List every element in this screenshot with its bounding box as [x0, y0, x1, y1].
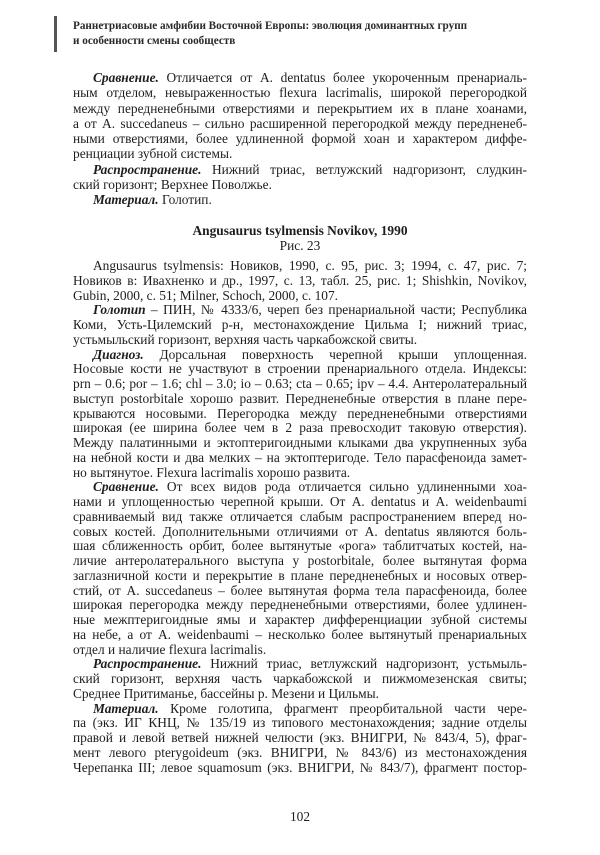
figure-reference: Рис. 23 [279, 238, 321, 253]
paragraph [73, 162, 527, 193]
paragraph [73, 259, 527, 303]
text-line [73, 303, 527, 318]
text-line [73, 657, 527, 672]
line-text: нами и уплощенностью черепной крыши. От A. dentatus и A. weidenbaumi [73, 494, 527, 509]
section-label: Сравнение. [93, 70, 159, 85]
running-header [73, 19, 467, 49]
text-block-species-description [73, 259, 527, 775]
paragraph [73, 192, 527, 207]
line-text: Между палатинными и эктоптеригоидными клыками два укрупненных зуба [73, 435, 527, 450]
line-text: правой и левой ветвей нижней челюсти (экз. ВНИГРИ, № 843/4, 5), фраг- [73, 730, 527, 745]
section-label: Диагноз. [93, 346, 144, 362]
line-text: Новиков в: Ивахненко и др., 1997, с. 13, табл. 25, рис. 1; Shishkin, Novikov, [73, 272, 527, 288]
line-text: ренциации зубной системы. [73, 146, 233, 162]
line-text: мент левого pterygoideum (экз. ВНИГРИ, № 843/6) из местонахождения [73, 744, 527, 760]
line-text: отдел и наличие flexura lacrimalis. [73, 641, 267, 657]
species-title: Angusaurus tsylmensis Novikov, 1990 [192, 223, 408, 238]
text-line [73, 716, 527, 731]
line-text: крываются носовыми. Перегородка между передненебными отверстиями [73, 405, 527, 421]
text-block-previous-species [73, 70, 527, 207]
line-text: ский горизонт, верхняя часть чаркабожской и пижмомезенская свиты; [73, 671, 527, 686]
text-line [73, 274, 527, 289]
line-text: Носовые кости не участвуют в строении пренариального отдела. Индексы: [73, 361, 527, 377]
line-text: шая сближенность орбит, более вытянутые «рога» таблитчатых костей, на- [73, 538, 527, 554]
text-line [73, 101, 527, 116]
line-text: – ПИН, № 4333/6, череп без пренариальной части; Республика [145, 302, 527, 318]
running-header-line: Раннетриасовые амфибии Восточной Европы: эволюция доминантных групп [73, 20, 468, 32]
line-text: сравниваемый вид также отличается слабым распространением вперед но- [73, 508, 527, 524]
text-line [73, 643, 527, 658]
text-line [73, 146, 527, 161]
text-line [73, 466, 527, 481]
text-line [73, 289, 527, 304]
paragraph [73, 480, 527, 657]
line-text: личие антеролатерального выступа у postorbitale, более вытянутая форма [73, 553, 527, 568]
line-text: ные межптеригоидные ямы и характер дифференциации зубной системы [73, 612, 527, 627]
text-line [73, 598, 527, 613]
line-text: заглазничной кости и перекрытие в плане передненебных и носовых отвер- [73, 567, 527, 583]
line-text: Нижний триас, ветлужский надгоризонт, устьмыль- [201, 656, 527, 672]
line-text: Дорсальная поверхность черепной крыши уплощенная. [143, 346, 527, 362]
paragraph [73, 303, 527, 347]
text-line [73, 259, 527, 274]
line-text: на небной кости и два мелких – на эктоптеригоде. Тело парасфеноида замет- [73, 449, 527, 465]
line-text: выступ postorbitale хорошо развит. Передненебные отверстия в плане пере- [73, 390, 527, 406]
text-line [73, 761, 527, 776]
text-line [73, 480, 527, 495]
line-text: Среднее Притиманье, бассейны р. Мезени и Цильмы. [73, 685, 379, 701]
text-line [73, 613, 527, 628]
line-text: Angusaurus tsylmensis: Новиков, 1990, с. 95, рис. 3; 1994, с. 47, рис. 7; [93, 258, 527, 273]
text-line [73, 362, 527, 377]
line-text: ными отверстиями, более удлиненной формой хоан и характером диффе- [73, 131, 527, 146]
section-label: Распространение. [93, 161, 202, 177]
text-line [73, 510, 527, 525]
line-text: но вытянутое. Flexura lacrimalis хорошо развита. [73, 464, 351, 480]
text-line [73, 162, 527, 177]
text-line [73, 85, 527, 100]
text-line [73, 421, 527, 436]
text-line [73, 70, 527, 85]
text-line [73, 539, 527, 554]
paragraph [73, 70, 527, 162]
text-line [73, 436, 527, 451]
text-line [73, 192, 527, 207]
line-text: широкая перегородка между передненебными отверстиями, более удлинен- [73, 597, 527, 613]
line-text: устьмыльский горизонт, верхняя часть чаркабожской свиты. [73, 331, 418, 347]
section-label: Сравнение. [93, 479, 159, 495]
text-line [73, 554, 527, 569]
text-line [73, 348, 527, 363]
paragraph [73, 702, 527, 776]
line-text: ным отделом, невыраженностью flexura lacrimalis, широкой перегородкой [73, 85, 527, 101]
text-line [73, 116, 527, 131]
text-line [73, 584, 527, 599]
text-line [73, 392, 527, 407]
text-line [73, 451, 527, 466]
text-line [73, 702, 527, 717]
text-line [73, 628, 527, 643]
header-rule [54, 16, 57, 52]
line-text: Коми, Усть-Цилемский р-н, местонахождение Цильма I; нижний триас, [73, 317, 527, 332]
line-text: Gubin, 2000, с. 51; Milner, Schoch, 2000, с. 107. [73, 287, 339, 303]
line-text: па (экз. ИГ КНЦ, № 135/19 из типового местонахождения; задние отделы [73, 715, 527, 731]
section-label: Материал. [93, 700, 159, 716]
line-text: широкая (ее ширина более чем в 2 раза превосходит таковую отверстия). [73, 420, 527, 436]
line-text: От всех видов рода отличается сильно удлиненными хоа- [158, 479, 527, 495]
line-text: prn – 0.6; por – 1.6; chl – 3.0; io – 0.63; cta – 0.65; ipv – 4.4. Антеролатеральный [73, 376, 527, 391]
line-text: на небе, а от A. weidenbaumi – несколько более вытянутый пренариальных [73, 626, 527, 642]
text-line [73, 177, 527, 192]
line-text: Отличается от A. dentatus более укороченным пренариаль- [158, 70, 527, 85]
line-text: а от A. succedaneus – сильно расширенной перегородкой между передненеб- [73, 115, 527, 131]
text-line [73, 407, 527, 422]
line-text: ский горизонт; Верхнее Поволжье. [73, 176, 272, 192]
page-number: 102 [289, 809, 311, 824]
line-text: Кроме голотипа, фрагмент преорбитальной части чере- [158, 700, 527, 716]
line-text: Черепанка III; левое squamosum (экз. ВНИГРИ, № 843/7), фрагмент постор- [73, 759, 527, 775]
line-text: стий, от A. succedaneus – более вытянутая форма тела парасфеноида, более [73, 582, 527, 598]
text-line [73, 672, 527, 687]
text-line [73, 333, 527, 348]
text-line [73, 525, 527, 540]
species-heading [73, 223, 527, 253]
line-text: между передненебными отверстиями и перекрытием их в плане хоанами, [73, 100, 527, 116]
line-text: Голотип. [158, 192, 212, 207]
text-line [73, 569, 527, 584]
section-label: Материал. [93, 192, 159, 207]
line-text: Нижний триас, ветлужский надгоризонт, слудкин- [201, 161, 527, 177]
section-label: Распространение. [93, 656, 202, 672]
paragraph [73, 657, 527, 701]
text-line [73, 731, 527, 746]
text-line [73, 746, 527, 761]
running-header-line: и особенности смены сообществ [73, 35, 236, 47]
text-line [73, 131, 527, 146]
paragraph [73, 348, 527, 481]
text-line [73, 377, 527, 392]
line-text: совых костей. Дополнительными отличиями от A. dentatus являются боль- [73, 523, 527, 539]
text-line [73, 318, 527, 333]
section-label: Голотип [93, 302, 146, 318]
text-line [73, 687, 527, 702]
text-line [73, 495, 527, 510]
